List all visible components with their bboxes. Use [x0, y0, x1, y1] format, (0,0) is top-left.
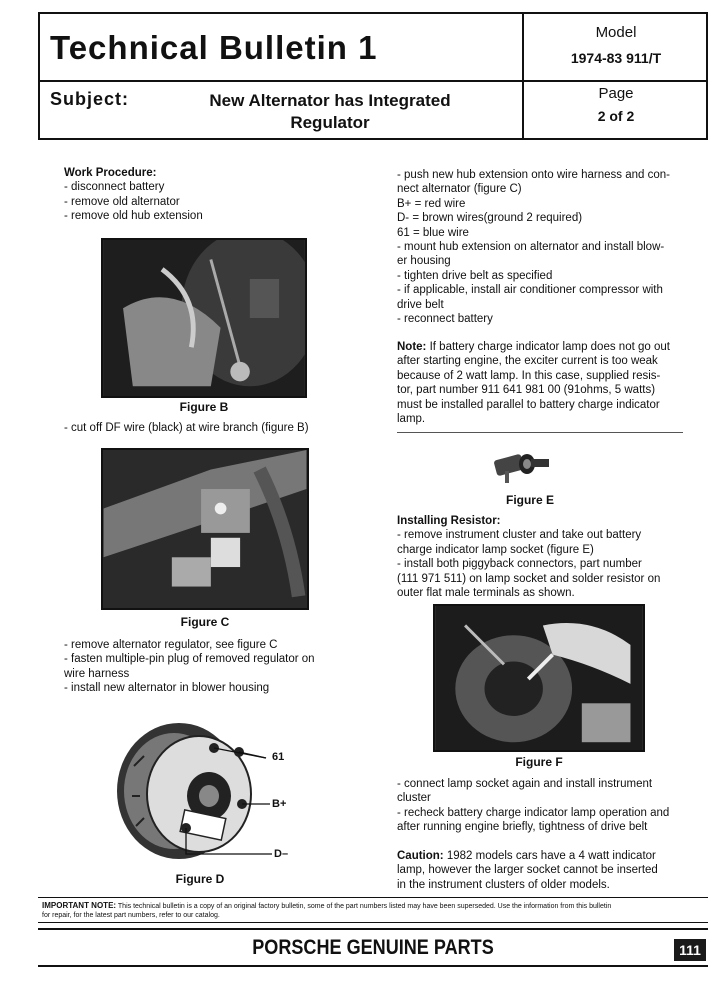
step-text: - push new hub extension onto wire harness and con-	[397, 169, 670, 181]
alternator-image	[104, 706, 304, 866]
step-text: charge indicator lamp socket (figure E)	[397, 543, 594, 556]
steps-after-f	[397, 777, 669, 835]
step-text: outer flat male terminals as shown.	[397, 587, 575, 600]
subject-line-1: New Alternator has Integrated	[209, 91, 451, 110]
figure-b-photo	[101, 238, 307, 398]
installing-heading: Installing Resistor:	[397, 515, 501, 527]
step-text: 61 = blue wire	[397, 226, 469, 239]
model-value: 1974-83 911/T	[570, 50, 662, 66]
step-text: D- = brown wires(ground 2 required)	[397, 212, 583, 225]
section-divider	[397, 432, 683, 433]
figure-f-image	[435, 606, 643, 750]
step-text: cluster	[397, 792, 431, 805]
header-divider-horizontal	[40, 80, 706, 82]
step-text: - reconnect battery	[397, 313, 493, 326]
lamp-socket-image	[487, 447, 557, 487]
step-text: - recheck battery charge indicator lamp operation and	[397, 806, 670, 819]
step-text: - remove instrument cluster and take out battery	[397, 529, 642, 542]
figure-b-caption: Figure B	[179, 400, 229, 414]
note-text: If battery charge indicator lamp does not go out	[426, 341, 670, 353]
step-text: drive belt	[397, 298, 444, 311]
page-value: 2 of 2	[597, 108, 635, 124]
right-steps	[397, 168, 670, 326]
bulletin-header	[38, 12, 708, 140]
important-note-text: for repair, for the latest part numbers, refer to our catalog.	[42, 912, 220, 919]
step-text: wire harness	[64, 667, 130, 680]
work-step: - remove old alternator	[64, 195, 180, 208]
step-text: - if applicable, install air conditioner compressor with	[397, 284, 663, 297]
note-text: after starting engine, the exciter current is too weak	[397, 355, 658, 368]
important-note-label: IMPORTANT NOTE:	[42, 901, 117, 910]
figure-b-image	[103, 240, 305, 396]
important-note	[38, 897, 708, 923]
figure-e-illustration	[487, 447, 557, 487]
figure-f-caption: Figure F	[515, 755, 563, 769]
work-step: - remove old hub extension	[64, 210, 203, 223]
step-text: after running engine briefly, tightness of drive belt	[397, 821, 648, 834]
step-text: - connect lamp socket again and install instrument	[397, 778, 653, 790]
step-text: - fasten multiple-pin plug of removed regulator on	[64, 653, 315, 666]
caution-text: lamp, however the larger socket cannot be inserted	[397, 864, 658, 877]
work-procedure	[64, 166, 203, 224]
step-text: - remove alternator regulator, see figure C	[64, 639, 278, 651]
subject-text	[180, 90, 480, 134]
work-procedure-heading: Work Procedure:	[64, 167, 157, 179]
note-text: lamp.	[397, 413, 426, 426]
steps-after-c	[64, 638, 315, 696]
step-text: - install new alternator in blower housing	[64, 682, 270, 695]
label-d-minus: D–	[274, 848, 289, 860]
note-label: Note:	[397, 341, 427, 353]
step-text: nect alternator (figure C)	[397, 183, 522, 196]
page-label: Page	[598, 85, 634, 102]
label-61: 61	[272, 751, 285, 763]
figure-d-caption: Figure D	[175, 872, 225, 886]
caution-text: 1982 models cars have a 4 watt indicator	[443, 850, 656, 862]
figure-c-caption: Figure C	[180, 615, 230, 629]
figure-d-illustration	[104, 706, 304, 866]
important-note-text: This technical bulletin is a copy of an original factory bulletin, some of the part numbers listed may have been superseded. Use the information from this bulletin	[116, 903, 612, 910]
step-cut-df-wire	[64, 421, 309, 435]
caution-paragraph	[397, 849, 658, 892]
step-text: B+ = red wire	[397, 197, 466, 210]
brand-name: PORSCHE GENUINE PARTS	[252, 936, 494, 959]
footer-rule-bottom	[38, 965, 708, 967]
step-text: (111 971 511) on lamp socket and solder resistor on	[397, 572, 661, 585]
note-text: because of 2 watt lamp. In this case, supplied resis-	[397, 369, 661, 382]
figure-c-image	[103, 450, 307, 608]
figure-c-photo	[101, 448, 309, 610]
step-text: - install both piggyback connectors, part number	[397, 558, 642, 571]
step-text: er housing	[397, 255, 451, 268]
label-b-plus: B+	[272, 798, 287, 810]
figure-e-caption: Figure E	[505, 493, 554, 507]
figure-f-photo	[433, 604, 645, 752]
step-text: - cut off DF wire (black) at wire branch (figure B)	[64, 422, 309, 434]
footer-rule-top	[38, 928, 708, 930]
caution-text: in the instrument clusters of older models.	[397, 878, 610, 891]
page-number: 111	[674, 939, 706, 961]
step-text: - tighten drive belt as specified	[397, 269, 553, 282]
model-label: Model	[595, 24, 637, 41]
subject-label: Subject:	[50, 89, 130, 109]
note-text: tor, part number 911 641 981 00 (91ohms, 5 watts)	[397, 384, 656, 397]
installing-resistor	[397, 514, 660, 600]
work-step: - disconnect battery	[64, 181, 165, 194]
subject-line-2: Regulator	[290, 113, 370, 132]
note-paragraph	[397, 340, 670, 426]
caution-label: Caution:	[397, 850, 444, 862]
bulletin-title: Technical Bulletin 1	[50, 29, 378, 66]
step-text: - mount hub extension on alternator and install blow-	[397, 241, 665, 254]
note-text: must be installed parallel to battery charge indicator	[397, 398, 660, 411]
